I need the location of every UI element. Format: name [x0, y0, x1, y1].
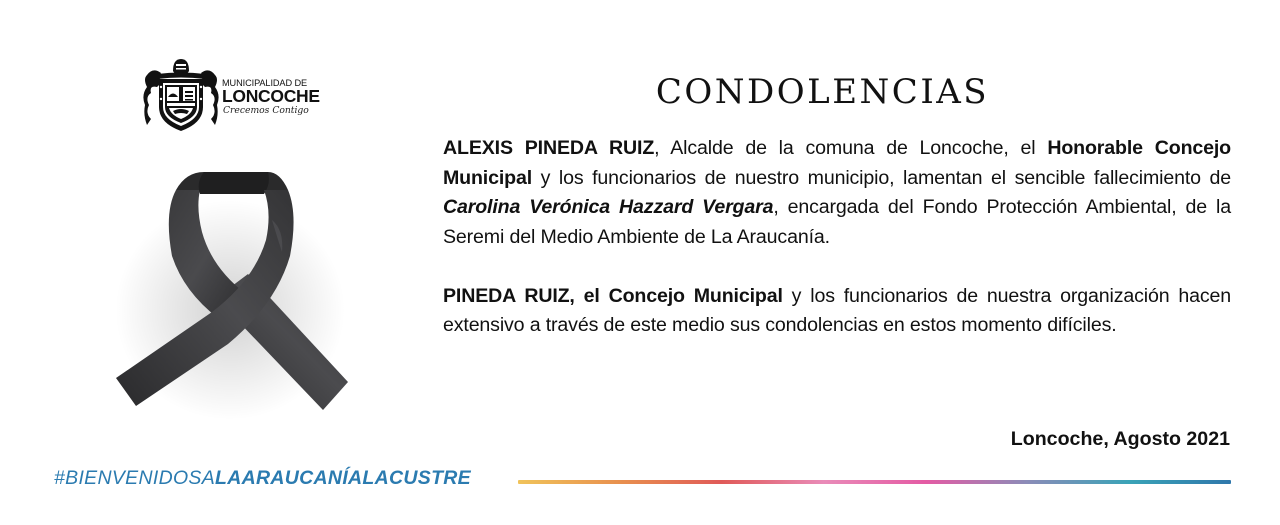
- paragraph-2: [443, 282, 1231, 341]
- footer-gradient-divider: [518, 480, 1231, 484]
- paragraph-1: [443, 134, 1231, 252]
- municipal-crest-icon: [143, 57, 219, 133]
- logo-text: [222, 78, 332, 116]
- condolence-message: [443, 134, 1231, 341]
- mourning-ribbon-icon: [108, 160, 353, 422]
- logo-municipality-label: MUNICIPALIDAD DE: [222, 78, 308, 88]
- hashtag-suffix: LAARAUCANÍALACUSTRE: [215, 467, 471, 489]
- footer-hashtag: [54, 466, 471, 490]
- paragraph-2-text: y los funcionarios de nuestra organización hacen extensivo a través de este medio sus condolencias en estos momento difíciles.: [443, 284, 1232, 336]
- paragraph-1-text-b: y los funcionarios de nuestro municipio, lamentan el sencible fallecimiento de: [532, 166, 1231, 189]
- municipal-logo: [141, 55, 321, 135]
- council-name: Honorable Concejo Municipal: [443, 137, 1232, 189]
- logo-town-name: LONCOCHE: [222, 86, 320, 106]
- hashtag-prefix: #BIENVENIDOSA: [54, 467, 216, 489]
- paragraph-1-text-c: , encargada del Fondo Protección Ambiental, de la Seremi del Medio Ambiente de La Araucanía.: [443, 196, 1231, 248]
- paragraph-1-text-a: , Alcalde de la comuna de Loncoche, el: [654, 137, 1048, 159]
- mayor-name: ALEXIS PINEDA RUIZ: [443, 137, 655, 159]
- deceased-name: Carolina Verónica Hazzard Vergara: [443, 196, 774, 218]
- paragraph-2-lead: PINEDA RUIZ, el Concejo Municipal: [443, 284, 783, 307]
- logo-tagline: Crecemos Contigo: [223, 105, 309, 116]
- page-title: CONDOLENCIAS: [655, 72, 990, 112]
- place-and-date: Loncoche, Agosto 2021: [1010, 428, 1230, 450]
